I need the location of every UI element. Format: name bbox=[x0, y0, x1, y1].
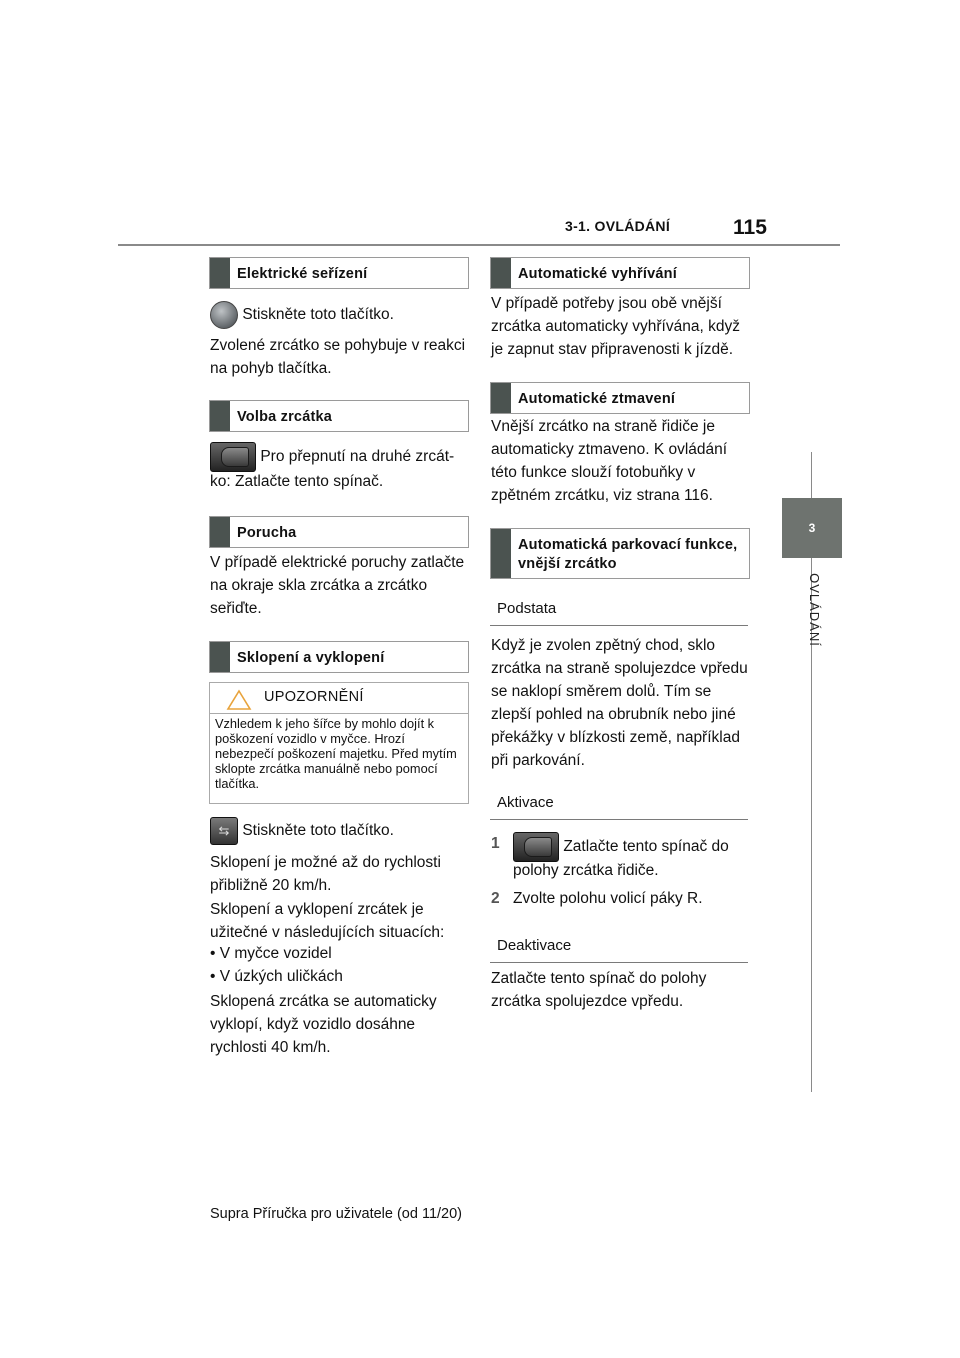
fold-mirror-button-icon: ⇆ bbox=[210, 817, 238, 845]
section-marker bbox=[210, 642, 230, 672]
text: Zatlačte tento spínač do bbox=[563, 838, 729, 856]
section-title-text: Automatická parkovací funkce, vnější zrcátko bbox=[518, 537, 738, 572]
step-number: 2 bbox=[491, 890, 500, 907]
step-1 bbox=[491, 832, 753, 862]
chapter-tab: 3 bbox=[782, 498, 842, 558]
section-marker bbox=[491, 529, 511, 578]
subsection-title: Aktivace bbox=[497, 794, 554, 811]
paragraph: Sklopení je možné až do rychlosti přibližně 20 km/h. bbox=[210, 854, 441, 894]
text: Stiskněte toto tlačítko. bbox=[242, 822, 394, 840]
section-header-automaticke-vyhrivani bbox=[490, 257, 750, 289]
step-text: Zvolte polohu volicí páky R. bbox=[513, 890, 703, 907]
mirror-adjust-button-icon bbox=[210, 301, 238, 329]
step-text bbox=[513, 832, 753, 862]
section-header-sklopeni bbox=[209, 641, 469, 673]
section-title-text: Sklopení a vyklopení bbox=[237, 650, 385, 666]
section-title-text: Automatické ztmavení bbox=[518, 391, 676, 407]
paragraph: Zvolené zrcátko se pohybuje v reakci na pohyb tlačítka. bbox=[210, 337, 466, 377]
footer-text: Supra Příručka pro uživatele (od 11/20) bbox=[210, 1206, 463, 1222]
list-item: • V myčce vozidel bbox=[210, 945, 332, 962]
text: Pro přepnutí na druhé zrcát- bbox=[260, 448, 455, 466]
paragraph: Sklopená zrcátka se automaticky vyklopí, když vozidlo dosáhne rychlosti 40 km/h. bbox=[210, 993, 437, 1056]
mirror-select-switch-icon bbox=[513, 832, 559, 862]
section-header-elektricke-serizeni bbox=[209, 257, 469, 289]
paragraph: Vnější zrcátko na straně řidiče je automaticky ztmaveno. K ovládání této funkce slouží fotobuňky v zpětném zrcátku, viz strana 116. bbox=[491, 418, 728, 504]
subsection-aktivace bbox=[490, 787, 748, 820]
warning-title: UPOZORNĚNÍ bbox=[264, 689, 364, 705]
paragraph bbox=[210, 301, 472, 329]
step-1-cont bbox=[491, 859, 753, 882]
subsection-title: Deaktivace bbox=[497, 937, 572, 954]
paragraph: Zatlačte tento spínač do polohy zrcátka spolujezdce vpředu. bbox=[491, 970, 707, 1010]
warning-box bbox=[209, 682, 469, 804]
warning-text: Vzhledem k jeho šířce by mohlo dojít k poškození vozidlo v myčce. Hrozí nebezpečí poškození majetku. Před mytím sklopte zrcátka manuálně nebo pomocí tlačítka. bbox=[215, 716, 457, 791]
section-title-text: Automatické vyhřívání bbox=[518, 266, 677, 282]
bullet-list bbox=[210, 942, 472, 988]
page-number: 115 bbox=[733, 216, 767, 239]
paragraph: V případě potřeby jsou obě vnější zrcátka automaticky vyhřívána, když je zapnut stav připravenosti k jízdě. bbox=[491, 295, 740, 358]
section-title-text: Elektrické seřízení bbox=[237, 266, 368, 282]
subsection-deaktivace bbox=[490, 930, 748, 963]
section-title-text: Porucha bbox=[237, 525, 297, 541]
section-marker bbox=[491, 258, 511, 288]
paragraph: ko: Zatlačte tento spínač. bbox=[210, 473, 384, 490]
step-2 bbox=[491, 887, 753, 910]
section-marker bbox=[210, 517, 230, 547]
subsection-title: Podstata bbox=[497, 600, 557, 617]
list-item: • V úzkých uličkách bbox=[210, 968, 343, 985]
chapter-label: OVLÁDÁNÍ bbox=[807, 573, 822, 647]
section-title-text: Volba zrcátka bbox=[237, 409, 333, 425]
text: Stiskněte toto tlačítko. bbox=[242, 306, 394, 324]
header-divider bbox=[118, 244, 840, 246]
section-marker bbox=[210, 401, 230, 431]
paragraph: Když je zvolen zpětný chod, sklo zrcátka na straně spolujezdce vpředu se naklopí směrem dolů. Tím se zlepší pohled na obrubník nebo jiné překážky v blízkosti země, například při parkování. bbox=[491, 637, 748, 769]
section-title: 3-1. OVLÁDÁNÍ bbox=[565, 218, 671, 234]
paragraph: Sklopení a vyklopení zrcátek je užitečné v následujících situacích: bbox=[210, 901, 445, 941]
paragraph: V případě elektrické poruchy zatlačte na okraje skla zrcátka a zrcátko seřiďte. bbox=[210, 554, 465, 617]
section-header-parkovaci-funkce bbox=[490, 528, 750, 579]
subsection-podstata bbox=[490, 595, 748, 626]
paragraph bbox=[210, 817, 472, 845]
warning-header bbox=[210, 683, 468, 714]
mirror-select-switch-icon bbox=[210, 442, 256, 472]
paragraph bbox=[210, 442, 472, 472]
section-marker bbox=[491, 383, 511, 413]
warning-icon bbox=[226, 689, 252, 711]
section-header-volba-zrcatka bbox=[209, 400, 469, 432]
section-header-porucha bbox=[209, 516, 469, 548]
step-text: polohy zrcátka řidiče. bbox=[513, 862, 659, 879]
section-header-automaticke-ztmaveni bbox=[490, 382, 750, 414]
section-marker bbox=[210, 258, 230, 288]
step-number: 1 bbox=[491, 835, 500, 852]
